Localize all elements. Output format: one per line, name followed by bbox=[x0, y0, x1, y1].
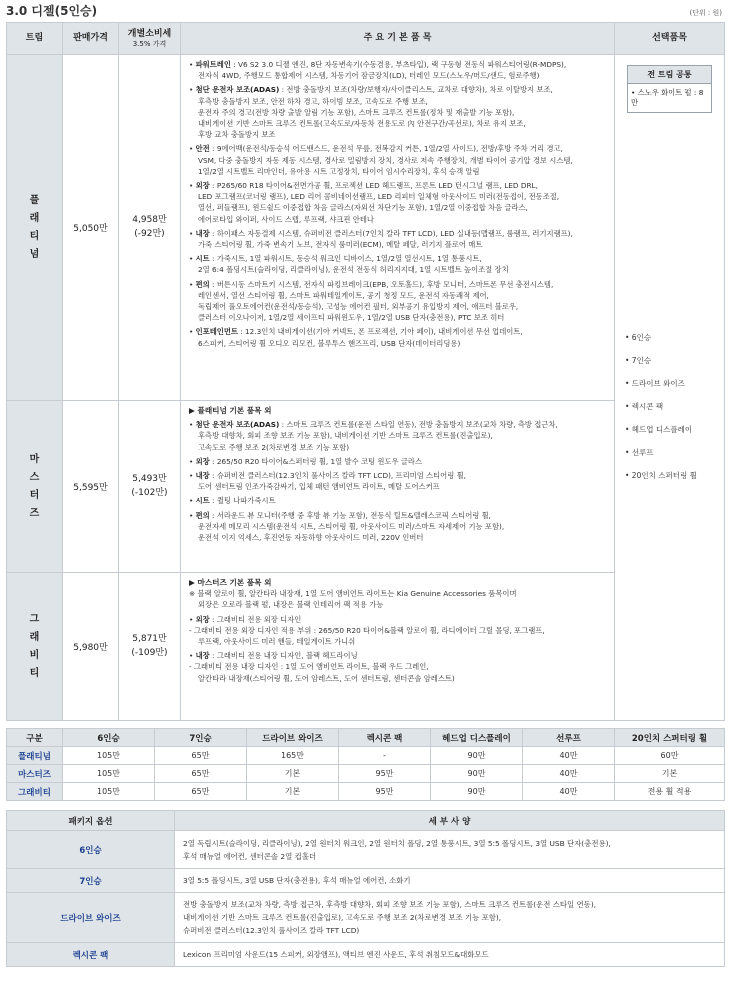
item-label: 인포테인먼트 bbox=[195, 327, 238, 337]
item-label: 외장 bbox=[195, 614, 210, 624]
item-label: 편의 bbox=[195, 510, 210, 520]
trim-spec-table bbox=[6, 22, 725, 721]
package-desc bbox=[175, 893, 725, 943]
item-block: • 시트 : 가죽시트, 1열 파워시트, 동승석 워크인 디바이스, 1열/2열 열선시트, 1열 통풍시트, 2열 6:4 폴딩시트(슬라이딩, 리클라이닝), 운전석 전동식 허리지지대, 1열 시트벨트 높이조절 장치 bbox=[189, 253, 608, 275]
note-block bbox=[189, 588, 608, 610]
price-cell: 기본 bbox=[247, 783, 339, 801]
item-block: • 첨단 운전자 보조(ADAS) : 전방 충돌방지 보조(차량/보행자/사이클리스트, 교차로 대향차), 차로 이탈방지 보조, 후측방 충돌방지 보조, 안전 하차 경고, 하이빔 보조, 고속도로 주행 보조, 운전자 주의 경고(전방 차량 출발 알림 기능 포함), 스마트 크루즈 컨트롤(정차 및 재출발 기능 포함), 내비게이션 기반 스마트 크루즈 컨트롤(고속도로/자동차 전용도로 內 안전구간/곡선로), 차로 유지 보조, 후방 교차 충돌방지 보조 bbox=[189, 84, 608, 140]
item-line: : V6 S2 3.0 디젤 엔진, 8단 자동변속기(수동겸용, 부츠타입), 랙 구동형 전동식 파워스티어링(R-MDPS), bbox=[230, 60, 567, 69]
price-row bbox=[7, 765, 725, 783]
tax-price-value: 5,871만 bbox=[132, 634, 167, 644]
price-cell: 65만 bbox=[155, 765, 247, 783]
header-options: 선택품목 bbox=[615, 23, 725, 55]
header-price: 판매가격 bbox=[63, 23, 119, 55]
item-block: • 외장 : 그래비티 전용 외장 디자인 - 그래비티 전용 외장 디자인 적용 부위 : 265/50 R20 타이어&블랙 알로이 휠, 라디에이터 그릴 몰딩, 포그램프, 루프랙, 아웃사이드 미러 핸들, 테일게이트 가니쉬 bbox=[189, 614, 608, 648]
price-cell: 165만 bbox=[247, 747, 339, 765]
price-header: 렉시콘 팩 bbox=[339, 729, 431, 747]
price-row-name: 마스터즈 bbox=[7, 765, 63, 783]
price-cell: 전용 휠 적용 bbox=[615, 783, 725, 801]
price-cell: 65만 bbox=[155, 783, 247, 801]
page-title: 3.0 디젤(5인승) bbox=[6, 4, 98, 18]
common-option-item: • 스노우 화이트 펄 : 8만 bbox=[631, 88, 704, 107]
price-cell: 90만 bbox=[431, 783, 523, 801]
tax-diff-value: (-109만) bbox=[131, 647, 168, 658]
title-row bbox=[6, 2, 724, 20]
price-cell: 105만 bbox=[63, 783, 155, 801]
item-line: : 9에어백(운전석/동승석 어드밴스드, 운전석 무릎, 전복감지 커튼, 1열/2열 사이드), 전방/후방 주차 거리 경고, bbox=[209, 144, 563, 154]
price-cell: 40만 bbox=[523, 783, 615, 801]
item-line: : 가죽시트, 1열 파워시트, 동승석 워크인 디바이스, 1열/2열 열선시트, 1열 통풍시트, bbox=[209, 254, 482, 264]
item-label: 안전 bbox=[195, 144, 210, 154]
item-line: : 12.3인치 내비게이션(기아 커넥트, 폰 프로젝션, 기아 페이), 내비게이션 무선 업데이트, bbox=[237, 327, 523, 337]
tax-price-masters bbox=[119, 401, 181, 573]
item-block: • 내장 : 하이패스 자동결제 시스템, 슈퍼비전 클러스터(7인치 칼라 TFT LCD), LED 실내등(맵램프, 룸램프, 러기지램프), 가죽 스티어링 휠, 가죽 변속기 노브, 전자식 룸미러(ECM), 메탈 페달, 러기지 플로어 매트 bbox=[189, 228, 608, 250]
item-line: 6스피커, 스티어링 휠 오디오 리모컨, 블루투스 핸즈프리, USB 단자(데이터리딩용) bbox=[198, 338, 461, 348]
package-row bbox=[7, 943, 725, 967]
item-label: 외장 bbox=[195, 456, 210, 466]
price-header: 드라이브 와이즈 bbox=[247, 729, 339, 747]
option-item: • 6인승 bbox=[625, 333, 652, 342]
item-line: 후측방 대향차, 회피 조향 보조 기능 포함), 내비게이션 기반 스마트 크루즈 컨트롤(진출입로), bbox=[198, 431, 493, 441]
item-block: • 내장 : 그래비티 전용 내장 디자인, 블랙 헤드라이닝 - 그래비티 전용 내장 디자인 : 1열 도어 앰비언트 라이트, 블랙 우드 그레인, 알칸타라 내장재(스티어링 휠, 도어 암레스트, 도어 센터트림, 센터콘솔 암레스트) bbox=[189, 650, 608, 684]
item-block: • 편의 : 서라운드 뷰 모니터(주행 중 후방 뷰 기능 포함), 전동식 틸트&텔레스코픽 스티어링 휠, 운전자세 메모리 시스템(운전석 시트, 스티어링 휠, 아웃사이드 미러/스마트 자세제어 기능 포함), 운전석 이지 억세스, 후진연동 자동하향 아웃사이드 미러, 220V 인버터 bbox=[189, 510, 608, 544]
item-block: • 외장 : 265/50 R20 타이어&스퍼터링 휠, 1열 발수 코팅 윈도우 글라스 bbox=[189, 456, 422, 466]
price-cell: 기본 bbox=[247, 765, 339, 783]
item-line: : 버튼시동 스마트키 시스템, 전자식 파킹브레이크(EPB, 오토홀드), 후방 모니터, 스마트폰 무선 충전시스템, bbox=[209, 279, 554, 289]
price-platinum: 5,050만 bbox=[63, 55, 119, 401]
price-cell: 기본 bbox=[615, 765, 725, 783]
common-option-title: 전 트림 공통 bbox=[628, 66, 711, 84]
package-header-row bbox=[7, 811, 725, 831]
package-name: 렉시콘 팩 bbox=[7, 943, 175, 967]
option-item: • 헤드업 디스플레이 bbox=[625, 425, 693, 434]
tax-price-value: 4,958만 bbox=[132, 215, 167, 225]
option-item: • 선루프 bbox=[625, 448, 654, 457]
item-line: VSM, 다중 충돌방지 자동 제동 시스템, 경사로 밀림방지 장치, 경사로 저속 주행장치, 개별 타이어 공기압 경보 시스템, bbox=[198, 155, 573, 165]
package-name: 7인승 bbox=[7, 869, 175, 893]
package-desc-line: 전방 충돌방지 보조(교차 차량, 측방 접근차, 후측방 대향차, 회피 조향 보조 기능 포함), 스마트 크루즈 컨트롤(운전 스타일 연동), bbox=[183, 900, 597, 909]
item-line: 2열 6:4 폴딩시트(슬라이딩, 리클라이닝), 운전석 전동식 허리지지대, 1열 시트벨트 높이조절 장치 bbox=[198, 265, 509, 275]
item-line: 독립제어 풀오토에어컨(운전석/동승석), 고성능 에어컨 필터, 외부공기 유입방지 제어, 애프터 블로우, bbox=[198, 302, 519, 312]
price-cell: 60만 bbox=[615, 747, 725, 765]
package-desc-line: 후석 매뉴얼 에어컨, 센터콘솔 2열 컵홀더 bbox=[183, 851, 317, 861]
package-desc-line: 2열 독립시트(슬라이딩, 리클라이닝), 2열 원터치 워크인, 2열 원터치 폴딩, 2열 통풍시트, 3열 5:5 폴딩시트, 3열 USB 단자(충전용), bbox=[183, 838, 611, 848]
price-header: 6인승 bbox=[63, 729, 155, 747]
unit-label: (단위 : 원) bbox=[689, 9, 722, 17]
item-line: : P265/60 R18 타이어&전면가공 휠, 프로젝션 LED 헤드램프, 프론트 LED 턴시그널 램프, LED DRL, bbox=[209, 181, 538, 191]
package-desc bbox=[175, 831, 725, 869]
option-price-table bbox=[6, 728, 725, 801]
item-line: 1열/2열 시트벨트 리마인더, 유아용 시트 고정장치, 타이어 임시수리장치, 후석 승객 알림 bbox=[198, 166, 480, 176]
item-block: • 외장 : P265/60 R18 타이어&전면가공 휠, 프로젝션 LED 헤드램프, 프론트 LED 턴시그널 램프, LED DRL, LED 포그램프(코너링 램프), LED 리어 콤비네이션램프, LED 리피터 일체형 아웃사이드 미러(전동접이, 전동조절, 열선, 퍼들램프), 윈드쉴드 이중접합 차음 글라스(자외선 차단기능 포함), 1열/2열 이중접합 차음 글라스, 에어로타입 와이퍼, 사이드 스텝, 루프랙, 샤크핀 안테나 bbox=[189, 180, 608, 225]
package-desc-line: 슈퍼비전 클러스터(12.3인치 풀사이즈 칼라 TFT LCD) bbox=[183, 926, 360, 935]
item-line: : 265/50 R20 타이어&스퍼터링 휠, 1열 발수 코팅 윈도우 글라스 bbox=[209, 456, 422, 466]
tax-price-platinum bbox=[119, 55, 181, 401]
item-line: 운전자 주의 경고(전방 차량 출발 알림 기능 포함), 스마트 크루즈 컨트롤(정차 및 재출발 기능 포함), bbox=[198, 107, 515, 117]
items-gravity bbox=[181, 573, 615, 721]
trim-row-platinum bbox=[7, 55, 725, 401]
price-cell: 40만 bbox=[523, 765, 615, 783]
price-header: 7인승 bbox=[155, 729, 247, 747]
tax-diff-value: (-102만) bbox=[131, 487, 168, 498]
note-line: 외장은 오로라 블랙 펄, 내장은 블랙 인테리어 팩 적용 가능 bbox=[198, 600, 384, 610]
price-header-row bbox=[7, 729, 725, 747]
package-option-table bbox=[6, 810, 725, 967]
trim-name-text: 그래비티 bbox=[29, 613, 40, 679]
trim-name-text: 마스터즈 bbox=[29, 453, 40, 519]
item-label: 내장 bbox=[195, 651, 210, 661]
price-cell: - bbox=[339, 747, 431, 765]
spec-header-row bbox=[7, 23, 725, 55]
item-block: • 편의 : 버튼시동 스마트키 시스템, 전자식 파킹브레이크(EPB, 오토홀드), 후방 모니터, 스마트폰 무선 충전시스템, 레인센서, 열선 스티어링 휠, 스마트 파워테일게이트, 공기 청정 모드, 운전석 자동쾌적 제어, 독립제어 풀오토에어컨(운전석/동승석), 고성능 에어컨 필터, 외부공기 유입방지 제어, 애프터 블로우, 클러스터 이오나이저, 1열/2열 세이프티 파워윈도우, 1열/2열 USB 단자(충전용), PTC 보조 히터 bbox=[189, 279, 608, 324]
option-list bbox=[621, 331, 718, 492]
item-label: 파워트레인 bbox=[195, 60, 231, 69]
item-line: 레인센서, 열선 스티어링 휠, 스마트 파워테일게이트, 공기 청정 모드, 운전석 자동쾌적 제어, bbox=[198, 290, 489, 300]
item-line: 후측방 충돌방지 보조, 안전 하차 경고, 하이빔 보조, 고속도로 주행 보조, bbox=[198, 96, 428, 106]
price-cell: 40만 bbox=[523, 747, 615, 765]
price-header: 20인치 스퍼터링 휠 bbox=[615, 729, 725, 747]
items-masters bbox=[181, 401, 615, 573]
item-line: 클러스터 이오나이저, 1열/2열 세이프티 파워윈도우, 1열/2열 USB 단자(충전용), PTC 보조 히터 bbox=[198, 313, 505, 323]
price-header: 헤드업 디스플레이 bbox=[431, 729, 523, 747]
item-line: 고속도로 주행 보조 2(차로변경 보조 기능 포함) bbox=[198, 442, 350, 452]
price-cell: 90만 bbox=[431, 765, 523, 783]
price-row bbox=[7, 783, 725, 801]
header-tax bbox=[119, 23, 181, 55]
item-sub-line: 루프랙, 아웃사이드 미러 핸들, 테일게이트 가니쉬 bbox=[198, 637, 356, 647]
price-gravity: 5,980만 bbox=[63, 573, 119, 721]
item-line: : 그래비티 전용 외장 디자인 bbox=[209, 614, 302, 624]
item-line: 열선, 퍼들램프), 윈드쉴드 이중접합 차음 글라스(자외선 차단기능 포함), 1열/2열 이중접합 차음 글라스, bbox=[198, 203, 528, 213]
item-block: • 파워트레인 : V6 S2 3.0 디젤 엔진, 8단 자동변속기(수동겸용, 부츠타입), 랙 구동형 전동식 파워스티어링(R-MDPS), 전자식 4WD, 주행모드 통합제어 시스템, 차동기어 잠금장치(LD), 터레인 모드(스노우/머드/샌드, 험로주행) bbox=[189, 59, 608, 81]
item-label: 시트 bbox=[195, 496, 210, 506]
item-line: 에어로타입 와이퍼, 사이드 스텝, 루프랙, 샤크핀 안테나 bbox=[198, 214, 374, 224]
header-items: 주 요 기 본 품 목 bbox=[181, 23, 615, 55]
package-desc-line: 3열 5:5 폴딩시트, 3열 USB 단자(충전용), 후석 매뉴얼 에어컨, 소화기 bbox=[183, 876, 411, 885]
price-row-name: 그래비티 bbox=[7, 783, 63, 801]
item-sub-line: - 그래비티 전용 외장 디자인 적용 부위 : 265/50 R20 타이어&블랙 알로이 휠, 라디에이터 그릴 몰딩, 포그램프, bbox=[189, 625, 545, 635]
item-label: 내장 bbox=[195, 228, 210, 238]
item-sub-line: 알칸타라 내장재(스티어링 휠, 도어 암레스트, 도어 센터트림, 센터콘솔 암레스트) bbox=[198, 673, 455, 683]
tax-price-gravity bbox=[119, 573, 181, 721]
item-line: 전자식 4WD, 주행모드 통합제어 시스템, 차동기어 잠금장치(LD), 터레인 모드(스노우/머드/샌드, 험로주행) bbox=[198, 71, 540, 81]
tax-price-value: 5,493만 bbox=[132, 474, 167, 484]
price-cell: 95만 bbox=[339, 783, 431, 801]
items-header: ▶ 플래티넘 기본 품목 외 bbox=[189, 406, 272, 415]
item-line: 도어 센터트림 인조가죽감싸기, 입체 패턴 앰비언트 라이트, 메탈 도어스커프 bbox=[198, 482, 440, 492]
item-block: • 안전 : 9에어백(운전석/동승석 어드밴스드, 운전석 무릎, 전복감지 커튼, 1열/2열 사이드), 전방/후방 주차 거리 경고, VSM, 다중 충돌방지 자동 제동 시스템, 경사로 밀림방지 장치, 경사로 저속 주행장치, 개별 타이어 공기압 경보 시스템, 1열/2열 시트벨트 리마인더, 유아용 시트 고정장치, 타이어 임시수리장치, 후석 승객 알림 bbox=[189, 143, 608, 177]
option-item: • 렉시콘 팩 bbox=[625, 402, 664, 411]
package-desc bbox=[175, 869, 725, 893]
item-line: : 퀼팅 나파가죽시트 bbox=[209, 496, 276, 506]
item-line: : 서라운드 뷰 모니터(주행 중 후방 뷰 기능 포함), 전동식 틸트&텔레스코픽 스티어링 휠, bbox=[209, 510, 491, 520]
package-desc-line: Lexicon 프리미엄 사운드(15 스피커, 외장앰프), 액티브 엔진 사운드, 후석 취침모드&대화모드 bbox=[183, 950, 489, 959]
header-trim: 트림 bbox=[7, 23, 63, 55]
header-tax-line1: 개별소비세 bbox=[127, 29, 172, 40]
options-cell bbox=[615, 55, 725, 721]
price-cell: 95만 bbox=[339, 765, 431, 783]
price-cell: 105만 bbox=[63, 765, 155, 783]
item-line: : 그래비티 전용 내장 디자인, 블랙 헤드라이닝 bbox=[209, 651, 358, 661]
item-line: : 스마트 크루즈 컨트롤(운전 스타일 연동), 전방 충돌방지 보조(교차 차량, 측방 접근차, bbox=[279, 420, 558, 430]
package-row bbox=[7, 831, 725, 869]
trim-name-text: 플래티넘 bbox=[29, 194, 40, 260]
package-name: 6인승 bbox=[7, 831, 175, 869]
header-tax-line2: 3.5% 가격 bbox=[132, 39, 167, 48]
package-row bbox=[7, 869, 725, 893]
note-line: ※ 블랙 알로이 휠, 알칸타라 내장재, 1열 도어 앰비언트 라이트는 Kia Genuine Accessories 품목이며 bbox=[189, 589, 517, 599]
option-item: • 20인치 스퍼터링 휠 bbox=[625, 471, 697, 480]
items-platinum bbox=[181, 55, 615, 401]
item-label: 내장 bbox=[195, 471, 210, 481]
price-header: 구분 bbox=[7, 729, 63, 747]
item-line: 운전자세 메모리 시스템(운전석 시트, 스티어링 휠, 아웃사이드 미러/스마트 자세제어 기능 포함), bbox=[198, 521, 505, 531]
trim-name-gravity bbox=[7, 573, 63, 721]
common-option-box bbox=[627, 65, 712, 113]
item-block: • 첨단 운전자 보조(ADAS) : 스마트 크루즈 컨트롤(운전 스타일 연동), 전방 충돌방지 보조(교차 차량, 측방 접근차, 후측방 대향차, 회피 조향 보조 기능 포함), 내비게이션 기반 스마트 크루즈 컨트롤(진출입로), 고속도로 주행 보조 2(차로변경 보조 기능 포함) bbox=[189, 419, 608, 453]
item-block: • 내장 : 슈퍼비전 클러스터(12.3인치 풀사이즈 칼라 TFT LCD), 프리미엄 스티어링 휠, 도어 센터트림 인조가죽감싸기, 입체 패턴 앰비언트 라이트, 메탈 도어스커프 bbox=[189, 470, 608, 492]
item-line: : 전방 충돌방지 보조(차량/보행자/사이클리스트, 교차로 대향차), 차로 이탈방지 보조, bbox=[279, 85, 553, 95]
price-header: 선루프 bbox=[523, 729, 615, 747]
item-line: LED 포그램프(코너링 램프), LED 리어 콤비네이션램프, LED 리피터 일체형 아웃사이드 미러(전동접이, 전동조절, bbox=[198, 192, 560, 202]
item-label: 시트 bbox=[195, 254, 210, 264]
price-masters: 5,595만 bbox=[63, 401, 119, 573]
item-block: • 시트 : 퀼팅 나파가죽시트 bbox=[189, 496, 276, 506]
item-label: 첨단 운전자 보조(ADAS) bbox=[195, 420, 280, 430]
trim-name-platinum bbox=[7, 55, 63, 401]
tax-diff-value: (-92만) bbox=[134, 228, 165, 239]
price-cell: 65만 bbox=[155, 747, 247, 765]
trim-name-masters bbox=[7, 401, 63, 573]
item-line: 가죽 스티어링 휠, 가죽 변속기 노브, 전자식 룸미러(ECM), 메탈 페달, 러기지 플로어 매트 bbox=[198, 240, 483, 250]
price-cell: 105만 bbox=[63, 747, 155, 765]
item-label: 첨단 운전자 보조(ADAS) bbox=[195, 85, 280, 95]
item-line: : 하이패스 자동결제 시스템, 슈퍼비전 클러스터(7인치 칼라 TFT LCD), LED 실내등(맵램프, 룸램프, 러기지램프), bbox=[209, 228, 573, 238]
package-desc bbox=[175, 943, 725, 967]
price-row-name: 플래티넘 bbox=[7, 747, 63, 765]
item-block: • 인포테인먼트 : 12.3인치 내비게이션(기아 커넥트, 폰 프로젝션, 기아 페이), 내비게이션 무선 업데이트, 6스피커, 스티어링 휠 오디오 리모컨, 블루투스 핸즈프리, USB 단자(데이터리딩용) bbox=[189, 326, 608, 348]
package-row bbox=[7, 893, 725, 943]
option-item: • 7인승 bbox=[625, 356, 652, 365]
option-item: • 드라이브 와이즈 bbox=[625, 379, 685, 388]
price-cell: 90만 bbox=[431, 747, 523, 765]
item-line: : 슈퍼비전 클러스터(12.3인치 풀사이즈 칼라 TFT LCD), 프리미엄 스티어링 휠, bbox=[209, 471, 466, 481]
package-desc-line: 내비게이션 기반 스마트 크루즈 컨트롤(진출입로), 고속도로 주행 보조 2(차로변경 보조 기능 포함), bbox=[183, 913, 502, 922]
items-header: ▶ 마스터즈 기본 품목 외 bbox=[189, 578, 272, 587]
item-label: 편의 bbox=[195, 279, 210, 289]
item-sub-line: - 그래비티 전용 내장 디자인 : 1열 도어 앰비언트 라이트, 블랙 우드 그레인, bbox=[189, 662, 429, 672]
package-header: 패키지 옵션 bbox=[7, 811, 175, 831]
package-name: 드라이브 와이즈 bbox=[7, 893, 175, 943]
item-line: 내비게이션 기반 스마트 크루즈 컨트롤(고속도로/자동차 전용도로 內 안전구간/곡선로), 차로 유지 보조, bbox=[198, 119, 526, 129]
item-line: 후방 교차 충돌방지 보조 bbox=[198, 130, 276, 140]
item-line: 운전석 이지 억세스, 후진연동 자동하향 아웃사이드 미러, 220V 인버터 bbox=[198, 533, 424, 543]
item-label: 외장 bbox=[195, 181, 210, 191]
package-header: 세 부 사 양 bbox=[175, 811, 725, 831]
price-row bbox=[7, 747, 725, 765]
